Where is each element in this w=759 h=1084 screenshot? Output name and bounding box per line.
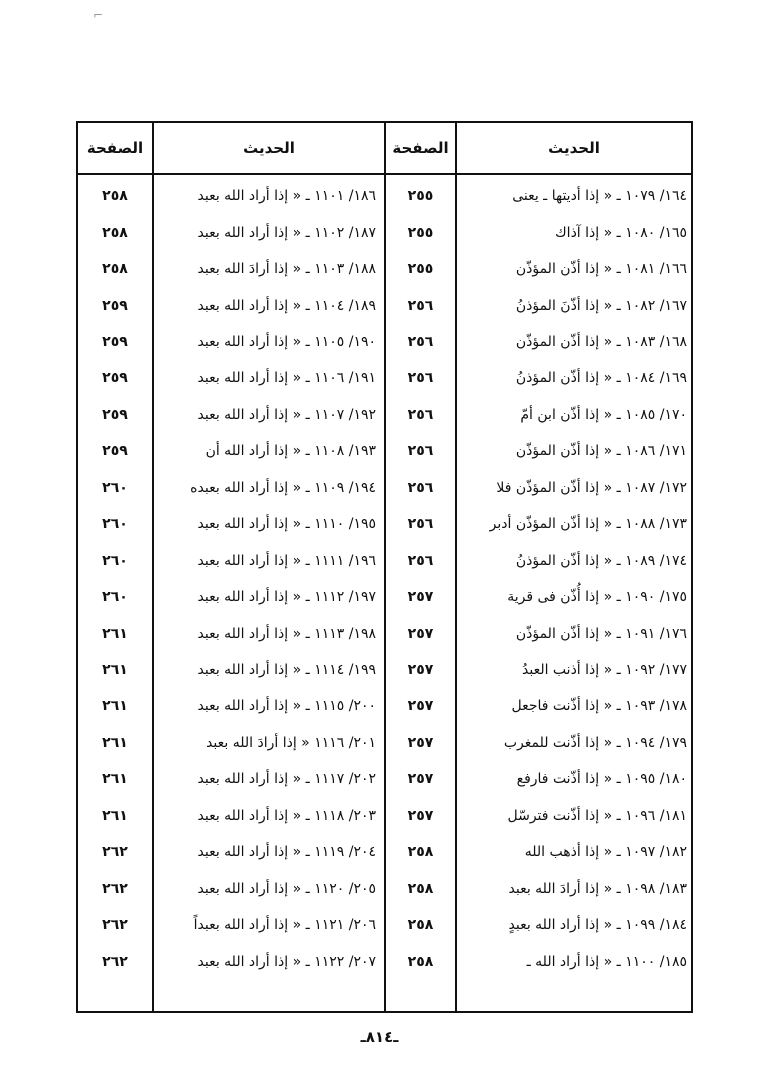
- right-hadith-cell: ١٧٦/ ١٠٩١ ـ « إذا أذّن المؤذّن: [515, 625, 687, 642]
- left-page-cell: ٢٦١: [102, 698, 128, 715]
- table-row: [78, 579, 691, 615]
- left-page-cell: ٢٦٠: [102, 552, 128, 569]
- left-page-cell: ٢٦١: [102, 734, 128, 751]
- left-hadith-cell: ١٩١/ ١١٠٦ ـ « إذا أراد الله بعبد: [197, 370, 376, 387]
- table-row: [78, 543, 691, 579]
- right-hadith-cell: ١٨٤/ ١٠٩٩ ـ « إذا أراد الله بعبدٍ: [508, 917, 687, 934]
- left-hadith-cell: ١٩٨/ ١١١٣ ـ « إذا أراد الله بعبد: [197, 625, 376, 642]
- right-hadith-cell: ١٦٧/ ١٠٨٢ ـ « إذا أذّنَ المؤذنُ: [515, 297, 687, 314]
- left-page-cell: ٢٦٠: [102, 589, 128, 606]
- table-row: [78, 725, 691, 761]
- right-hadith-cell: ١٧٢/ ١٠٨٧ ـ « إذا أذّن المؤذّن فلا: [496, 479, 687, 496]
- right-hadith-cell: ١٦٤/ ١٠٧٩ ـ « إذا أديتها ـ يعنى: [512, 188, 687, 205]
- left-page-cell: ٢٦٢: [102, 880, 128, 897]
- table-row: [78, 834, 691, 870]
- left-hadith-cell: ١٩٥/ ١١١٠ ـ « إذا أراد الله بعبد: [197, 516, 376, 533]
- left-page-cell: ٢٥٨: [102, 188, 128, 205]
- table-row: [78, 506, 691, 542]
- left-hadith-cell: ٢٠٣/ ١١١٨ ـ « إذا أراد الله بعبد: [197, 807, 376, 824]
- table-row: [78, 871, 691, 907]
- right-hadith-cell: ١٨١/ ١٠٩٦ ـ « إذا أذّنت فترسّل: [507, 807, 687, 824]
- right-page-cell: ٢٥٥: [407, 224, 434, 241]
- left-hadith-cell: ١٩٠/ ١١٠٥ ـ « إذا أراد الله بعبد: [197, 333, 376, 350]
- page-number: ـ٨١٤ـ: [360, 1028, 399, 1046]
- left-page-cell: ٢٥٩: [102, 333, 128, 350]
- right-hadith-cell: ١٧٩/ ١٠٩٤ ـ « إذا أذّنت للمغرب: [503, 734, 687, 751]
- table-row: [78, 178, 691, 214]
- right-hadith-cell: ١٦٩/ ١٠٨٤ ـ « إذا أذّن المؤذنُ: [515, 370, 687, 387]
- left-hadith-cell: ١٨٧/ ١١٠٢ ـ « إذا أراد الله بعبد: [197, 224, 376, 241]
- left-page-cell: ٢٦٠: [102, 516, 128, 533]
- left-hadith-cell: ١٩٣/ ١١٠٨ ـ « إذا أراد الله أن: [205, 443, 376, 460]
- table-row: [78, 761, 691, 797]
- table-row: [78, 251, 691, 287]
- left-page-cell: ٢٦١: [102, 771, 128, 788]
- left-page-cell: ٢٥٩: [102, 297, 128, 314]
- right-hadith-cell: ١٧٨/ ١٠٩٣ ـ « إذا أذّنت فاجعل: [511, 698, 687, 715]
- right-page-cell: ٢٥٦: [407, 370, 434, 387]
- right-page-cell: ٢٥٨: [407, 844, 434, 861]
- right-page-cell: ٢٥٨: [407, 953, 434, 970]
- table-row: [78, 287, 691, 323]
- right-page-cell: ٢٥٥: [407, 188, 434, 205]
- right-hadith-cell: ١٧٠/ ١٠٨٥ ـ « إذا أذّن ابن أمّ: [520, 406, 687, 423]
- left-hadith-cell: ٢٠٠/ ١١١٥ ـ « إذا أراد الله بعبد: [197, 698, 376, 715]
- right-page-cell: ٢٥٦: [407, 406, 434, 423]
- right-page-cell: ٢٥٦: [407, 297, 434, 314]
- right-page-cell: ٢٥٧: [407, 771, 434, 788]
- table-row: [78, 943, 691, 979]
- table-row: [78, 214, 691, 250]
- hadith-index-table: [76, 121, 693, 1013]
- left-page-cell: ٢٦٢: [102, 844, 128, 861]
- right-hadith-cell: ١٨٥/ ١١٠٠ ـ « إذا أراد الله ـ: [526, 953, 687, 970]
- left-hadith-cell: ٢٠٥/ ١١٢٠ ـ « إذا أراد الله بعبد: [197, 880, 376, 897]
- left-hadith-cell: ١٩٧/ ١١١٢ ـ « إذا أراد الله بعبد: [197, 589, 376, 606]
- right-page-cell: ٢٥٧: [407, 698, 434, 715]
- left-page-cell: ٢٦١: [102, 807, 128, 824]
- left-page-cell: ٢٥٩: [102, 370, 128, 387]
- left-hadith-cell: ١٩٩/ ١١١٤ ـ « إذا أراد الله بعبد: [197, 662, 376, 679]
- right-page-cell: ٢٥٧: [407, 625, 434, 642]
- table-row: [78, 907, 691, 943]
- table-row: [78, 652, 691, 688]
- left-page-cell: ٢٦١: [102, 625, 128, 642]
- right-hadith-cell: ١٨٣/ ١٠٩٨ ـ « إذا أرادَ الله بعبد: [508, 880, 687, 897]
- table-row: [78, 324, 691, 360]
- table-row: [78, 360, 691, 396]
- header-right-hadith: الحديث: [548, 139, 600, 157]
- right-page-cell: ٢٥٧: [407, 589, 434, 606]
- left-hadith-cell: ٢٠٧/ ١١٢٢ ـ « إذا أراد الله بعبد: [197, 953, 376, 970]
- right-page-cell: ٢٥٥: [407, 261, 434, 278]
- left-page-cell: ٢٥٩: [102, 406, 128, 423]
- right-page-cell: ٢٥٦: [407, 333, 434, 350]
- right-page-cell: ٢٥٦: [407, 479, 434, 496]
- header-left-page: الصفحة: [86, 139, 144, 157]
- right-page-cell: ٢٥٨: [407, 880, 434, 897]
- left-page-cell: ٢٦٢: [102, 953, 128, 970]
- header-left-hadith: الحديث: [243, 139, 295, 157]
- left-hadith-cell: ٢٠١/ ١١١٦ « إذا أرادَ الله بعبد: [206, 734, 376, 751]
- right-hadith-cell: ١٨٠/ ١٠٩٥ ـ « إذا أذّنت فارفع: [516, 771, 687, 788]
- right-page-cell: ٢٥٧: [407, 662, 434, 679]
- right-page-cell: ٢٥٦: [407, 516, 434, 533]
- right-page-cell: ٢٥٧: [407, 734, 434, 751]
- table-row: [78, 798, 691, 834]
- right-page-cell: ٢٥٦: [407, 552, 434, 569]
- left-page-cell: ٢٥٨: [102, 261, 128, 278]
- header-right-page: الصفحة: [392, 139, 449, 157]
- corner-mark: ⌐: [93, 8, 104, 22]
- right-hadith-cell: ١٦٥/ ١٠٨٠ ـ « إذا آذاك: [555, 224, 687, 241]
- left-page-cell: ٢٥٩: [102, 443, 128, 460]
- left-page-cell: ٢٥٨: [102, 224, 128, 241]
- left-hadith-cell: ٢٠٢/ ١١١٧ ـ « إذا أراد الله بعبد: [197, 771, 376, 788]
- right-page-cell: ٢٥٦: [407, 443, 434, 460]
- left-hadith-cell: ١٩٤/ ١١٠٩ ـ « إذا أراد الله بعبده: [190, 479, 376, 496]
- right-hadith-cell: ١٦٦/ ١٠٨١ ـ « إذا أذّن المؤذّن: [515, 261, 687, 278]
- left-page-cell: ٢٦٢: [102, 917, 128, 934]
- left-hadith-cell: ١٩٦/ ١١١١ ـ « إذا أراد الله بعبد: [197, 552, 376, 569]
- table-row: [78, 688, 691, 724]
- left-hadith-cell: ٢٠٦/ ١١٢١ ـ « إذا أراد الله بعبداً: [193, 917, 376, 934]
- table-row: [78, 433, 691, 469]
- left-hadith-cell: ٢٠٤/ ١١١٩ ـ « إذا أراد الله بعبد: [197, 844, 376, 861]
- left-hadith-cell: ١٨٨/ ١١٠٣ ـ « إذا أرادَ الله بعبد: [197, 261, 376, 278]
- header-divider: [78, 173, 691, 175]
- table-row: [78, 615, 691, 651]
- table-row: [78, 397, 691, 433]
- right-hadith-cell: ١٧٧/ ١٠٩٢ ـ « إذا أذنب العبدُ: [522, 662, 687, 679]
- right-page-cell: ٢٥٧: [407, 807, 434, 824]
- left-hadith-cell: ١٨٩/ ١١٠٤ ـ « إذا أراد الله بعبد: [197, 297, 376, 314]
- table-row: [78, 470, 691, 506]
- left-page-cell: ٢٦١: [102, 662, 128, 679]
- right-page-cell: ٢٥٨: [407, 917, 434, 934]
- right-hadith-cell: ١٧٤/ ١٠٨٩ ـ « إذا أذّن المؤذنُ: [515, 552, 687, 569]
- right-hadith-cell: ١٨٢/ ١٠٩٧ ـ « إذا أذهب الله: [524, 844, 687, 861]
- right-hadith-cell: ١٧٣/ ١٠٨٨ ـ « إذا أذّن المؤذّن أدبر: [489, 516, 687, 533]
- left-hadith-cell: ١٨٦/ ١١٠١ ـ « إذا أراد الله بعبد: [197, 188, 376, 205]
- left-page-cell: ٢٦٠: [102, 479, 128, 496]
- right-hadith-cell: ١٧٥/ ١٠٩٠ ـ « إذا أُذّن فى قرية: [507, 589, 687, 606]
- right-hadith-cell: ١٧١/ ١٠٨٦ ـ « إذا أذّن المؤذّن: [515, 443, 687, 460]
- left-hadith-cell: ١٩٢/ ١١٠٧ ـ « إذا أراد الله بعبد: [197, 406, 376, 423]
- right-hadith-cell: ١٦٨/ ١٠٨٣ ـ « إذا أذّن المؤذّن: [515, 333, 687, 350]
